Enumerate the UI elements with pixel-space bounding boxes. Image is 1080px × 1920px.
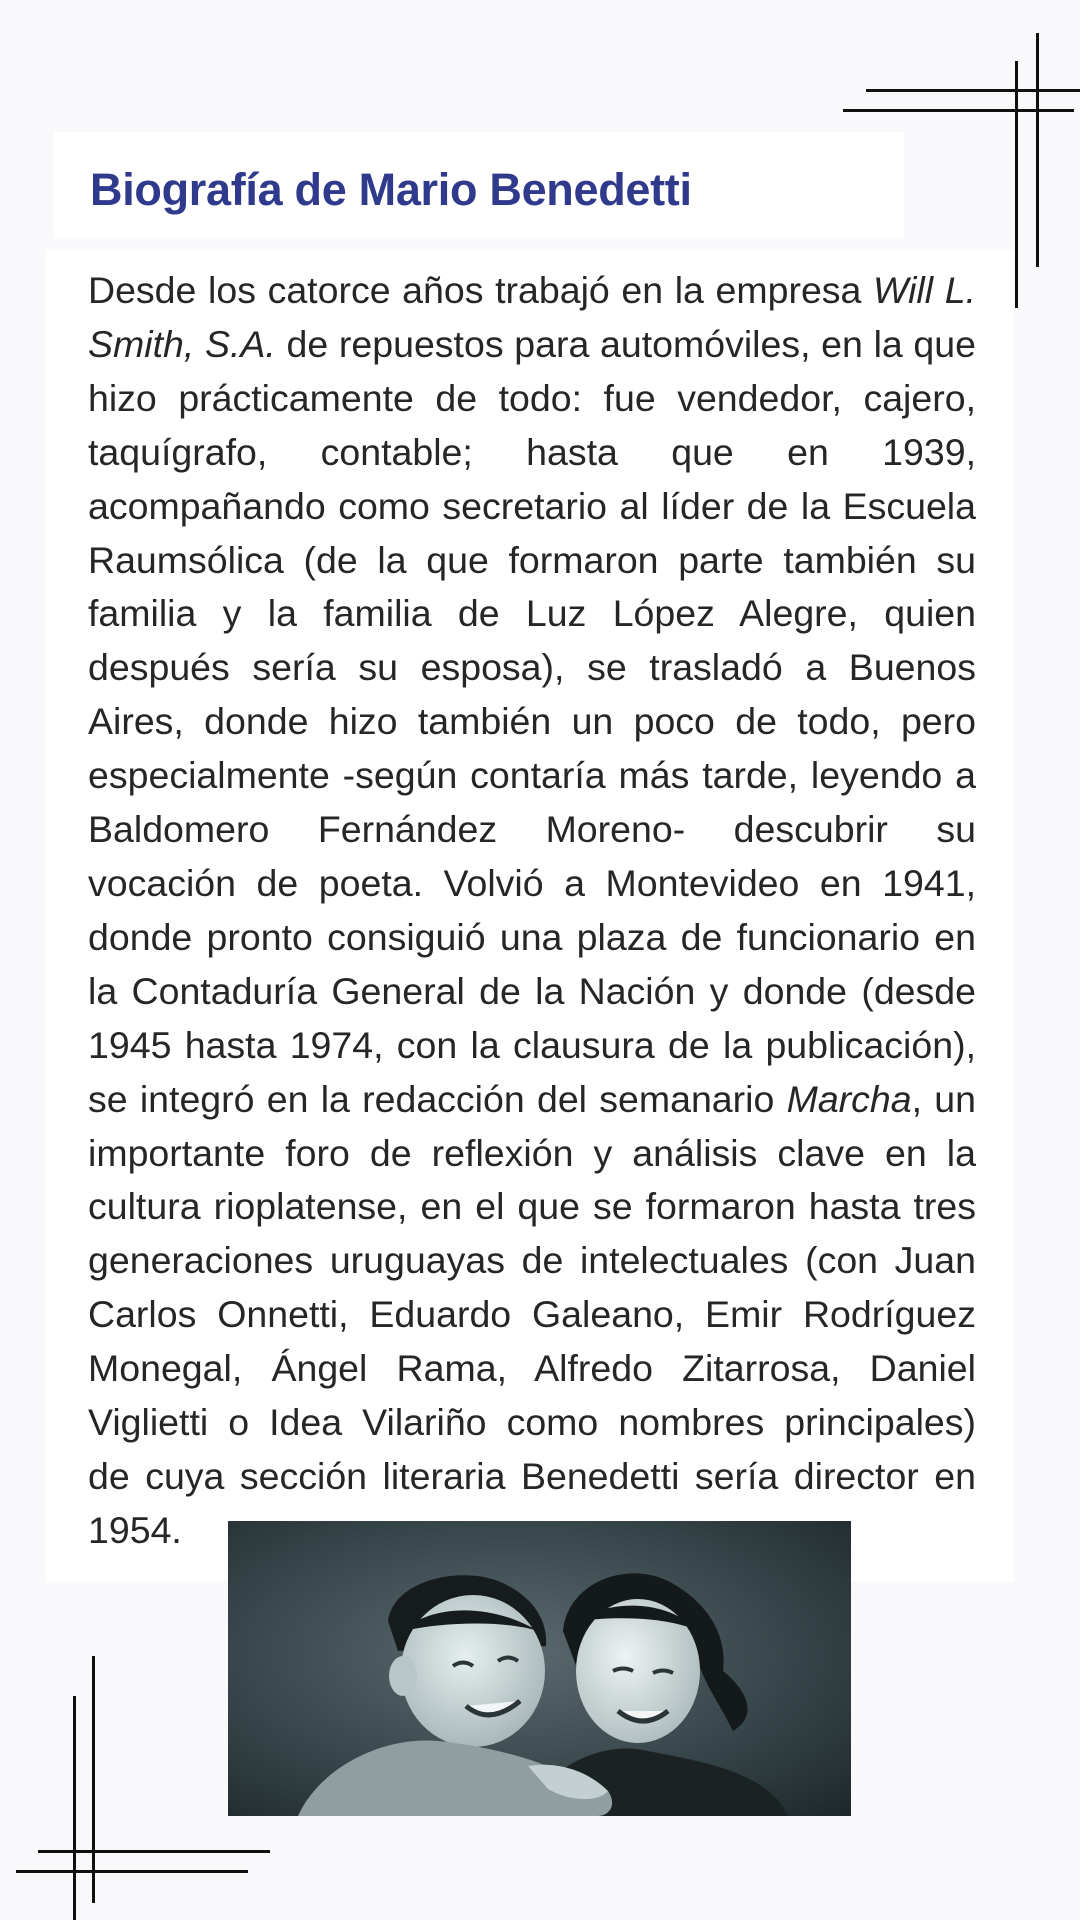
text-line: Carlos Onnetti, Eduardo Galeano, Emir Rodríguez [88, 1293, 976, 1336]
text-line: cultura rioplatense, en el que se formaron hasta tres [88, 1185, 976, 1228]
text-line: vocación de poeta. Volvió a Montevideo en 1941, [88, 861, 976, 904]
corner-line-decoration [73, 1696, 76, 1920]
text-line: taquígrafo, contable; hasta que en 1939, [88, 430, 976, 473]
text-line: Monegal, Ángel Rama, Alfredo Zitarrosa, Daniel [88, 1347, 976, 1390]
corner-line-decoration [92, 1656, 95, 1903]
text-line: especialmente -según contaría más tarde, leyendo a [88, 754, 976, 797]
company-name: Will L. [873, 269, 976, 311]
text-line: generaciones uruguayas de intelectuales (con Juan [88, 1239, 976, 1282]
text-line: Baldomero Fernández Moreno- descubrir su [88, 808, 976, 851]
text-line: hizo prácticamente de todo: fue vendedor, cajero, [88, 376, 976, 419]
text-line: Raumsólica (de la que formaron parte también su [88, 538, 976, 581]
text-line: 1945 hasta 1974, con la clausura de la publicación), [88, 1023, 976, 1066]
publication-name: Marcha [786, 1077, 912, 1120]
corner-line-decoration [1036, 33, 1039, 267]
text-line: después sería su esposa), se trasladó a Buenos [88, 646, 976, 689]
text-line: donde pronto consiguió una plaza de funcionario en [88, 915, 976, 958]
corner-line-decoration [866, 89, 1080, 92]
corner-line-decoration [16, 1870, 248, 1873]
page-title: Biografía de Mario Benedetti [90, 164, 692, 215]
text-line: acompañando como secretario al líder de la Escuela [88, 484, 976, 527]
text-line: 1954. [88, 1508, 182, 1551]
company-name: Smith, S.A. [88, 322, 276, 365]
text-line: se integró en la redacción del semanario Marcha, un [88, 1077, 976, 1120]
biography-paragraph [88, 264, 976, 1558]
text-line: familia y la familia de Luz López Alegre, quien [88, 592, 976, 635]
text-line: importante foro de reflexión y análisis clave en la [88, 1131, 976, 1174]
text-line: de cuya sección literaria Benedetti sería director en [88, 1454, 976, 1497]
text-line: Smith, S.A. de repuestos para automóviles, en la que [88, 322, 976, 365]
child-and-mother-photo [228, 1521, 851, 1816]
text-line: la Contaduría General de la Nación y donde (desde [88, 969, 976, 1012]
text-line: Aires, donde hizo también un poco de todo, pero [88, 700, 976, 743]
text-line: Desde los catorce años trabajó en la empresa Will L. [88, 269, 976, 311]
corner-line-decoration [843, 109, 1074, 112]
text-line: Viglietti o Idea Vilariño como nombres principales) [88, 1401, 976, 1444]
corner-line-decoration [1015, 61, 1018, 308]
